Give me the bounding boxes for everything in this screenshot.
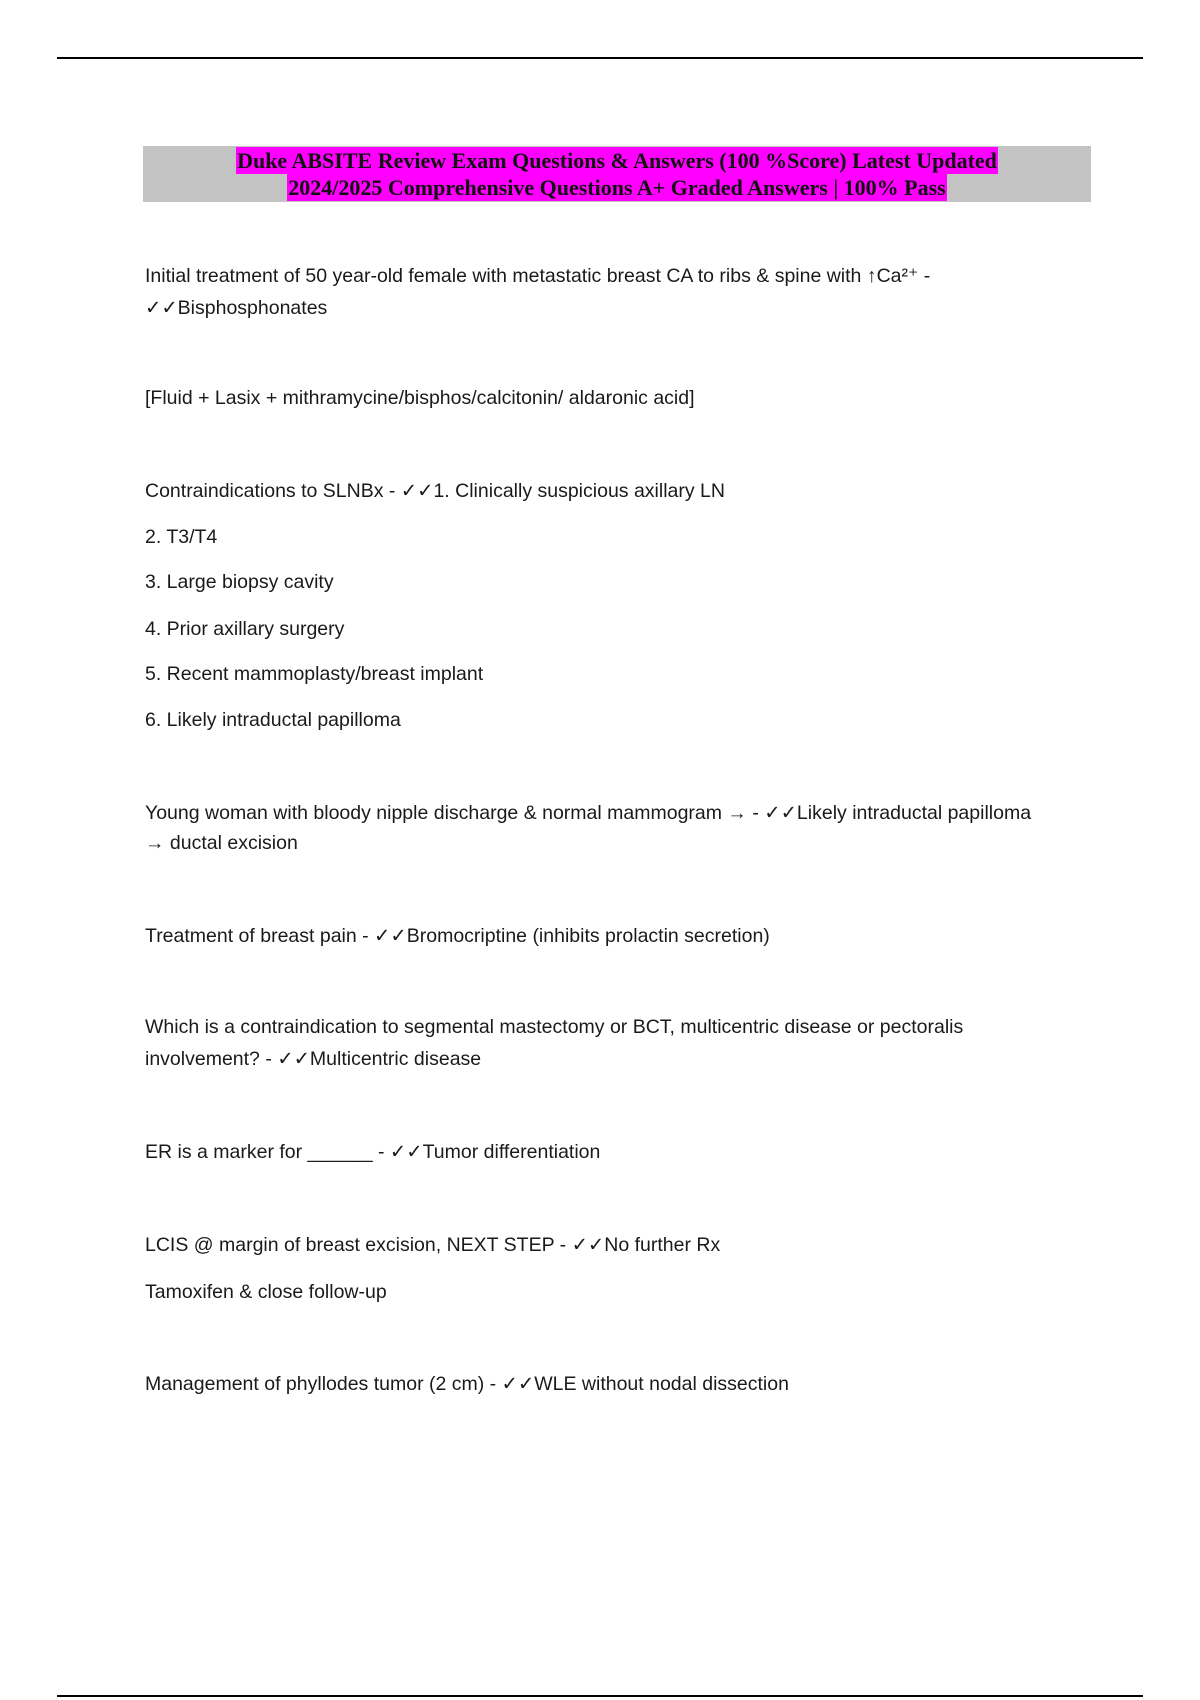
question-1-note: [Fluid + Lasix + mithramycine/bisphos/calcitonin/ aldaronic acid] [145,387,695,409]
question-2-item-5: 5. Recent mammoplasty/breast implant [145,663,484,685]
question-5-line-2: involvement? - ✓✓Multicentric disease [145,1048,482,1070]
bottom-rule [57,1695,1143,1697]
question-7-line-1: LCIS @ margin of breast excision, NEXT STEP - ✓✓No further Rx [145,1234,721,1256]
question-8: Management of phyllodes tumor (2 cm) - ✓✓WLE without nodal dissection [145,1373,789,1395]
question-3-line-1: Young woman with bloody nipple discharge & normal mammogram → - ✓✓Likely intraductal papilloma [145,802,1032,824]
question-2-item-2: 2. T3/T4 [145,526,218,548]
document-title-line-2: 2024/2025 Comprehensive Questions A+ Graded Answers | 100% Pass [288,175,946,200]
question-2-item-3: 3. Large biopsy cavity [145,571,334,593]
top-rule [57,57,1143,59]
question-5-line-1: Which is a contraindication to segmental mastectomy or BCT, multicentric disease or pectoralis [145,1016,964,1038]
question-2-line-1: Contraindications to SLNBx - ✓✓1. Clinically suspicious axillary LN [145,480,725,502]
question-2-item-4: 4. Prior axillary surgery [145,618,345,640]
document-title-banner [143,146,1091,202]
question-1-line-1: Initial treatment of 50 year-old female with metastatic breast CA to ribs & spine with ↑Ca²⁺ - [145,265,931,287]
question-4: Treatment of breast pain - ✓✓Bromocriptine (inhibits prolactin secretion) [145,925,770,947]
question-2-item-6: 6. Likely intraductal papilloma [145,709,401,731]
document-title-line-1: Duke ABSITE Review Exam Questions & Answers (100 %Score) Latest Updated [237,148,997,173]
question-6: ER is a marker for ______ - ✓✓Tumor differentiation [145,1141,601,1163]
question-7-line-2: Tamoxifen & close follow-up [145,1281,387,1303]
question-1-line-2: ✓✓Bisphosphonates [145,297,328,319]
question-3-line-2: → ductal excision [145,832,298,854]
